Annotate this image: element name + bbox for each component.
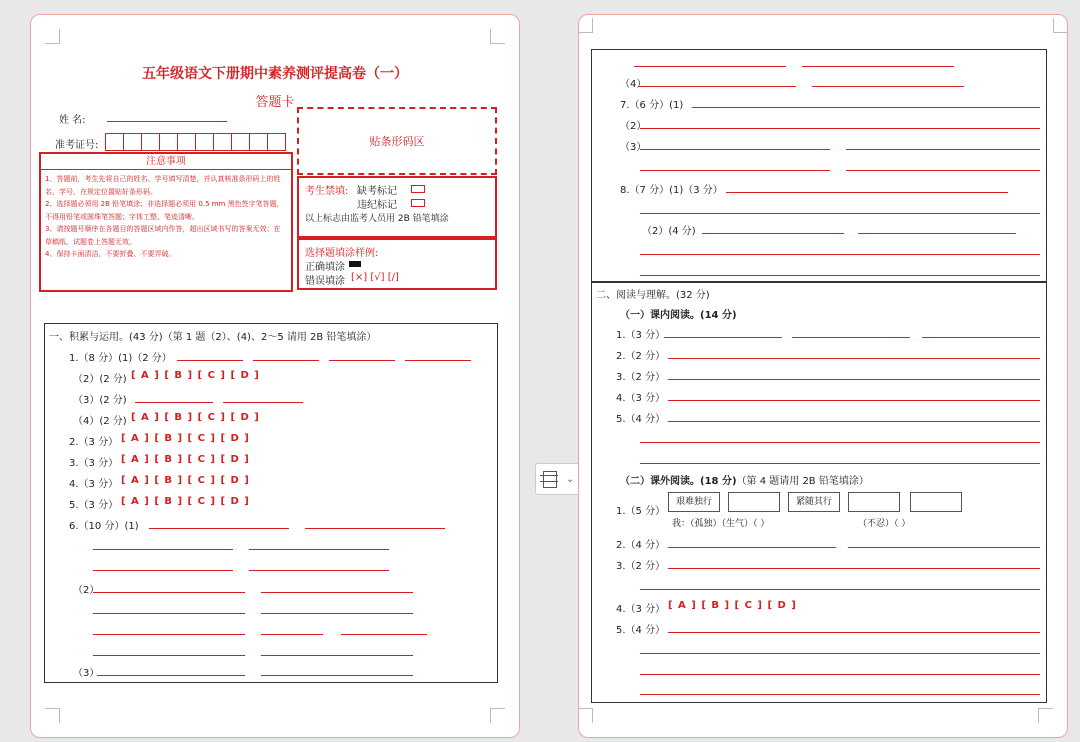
answer-line[interactable] xyxy=(664,337,782,338)
answer-line[interactable] xyxy=(261,613,413,614)
answer-line[interactable] xyxy=(726,192,1008,193)
answer-line[interactable] xyxy=(93,613,245,614)
violation-label: 违纪标记 xyxy=(357,200,397,211)
answer-line[interactable] xyxy=(692,107,1040,108)
note-item: 4、保持卡面清洁，不要折叠、不要弄破。 xyxy=(45,250,176,258)
q7-label: 7.（6 分）(1) xyxy=(620,100,684,111)
q6-label: 6.（10 分）(1) xyxy=(69,521,139,532)
answer-line[interactable] xyxy=(640,254,1040,255)
answer-line[interactable] xyxy=(329,360,395,361)
answer-line[interactable] xyxy=(135,402,213,403)
q8-2-label: （2）(4 分) xyxy=(642,226,696,237)
crop-mark xyxy=(1053,18,1068,33)
sample-title: 选择题填涂样例: xyxy=(305,248,379,259)
sheet-subtitle: 答题卡 xyxy=(255,95,295,110)
answer-line[interactable] xyxy=(640,149,830,150)
forbidden-label: 考生禁填: xyxy=(305,186,349,197)
q1-4-options[interactable]: [ A ] [ B ] [ C ] [ D ] xyxy=(131,412,260,423)
answer-line[interactable] xyxy=(305,528,445,529)
answer-line[interactable] xyxy=(668,547,836,548)
notes-list xyxy=(41,170,291,264)
q7-3-label: （3） xyxy=(620,142,647,153)
answer-line[interactable] xyxy=(93,655,245,656)
q1-4-label: （4）(2 分) xyxy=(73,416,127,427)
answer-line[interactable] xyxy=(640,170,830,171)
section1-box xyxy=(44,323,498,683)
sheet-title: 五年级语文下册期中素养测评提高卷（一） xyxy=(142,66,408,82)
q5-label: 5.（3 分） xyxy=(69,500,119,511)
answer-line[interactable] xyxy=(253,360,319,361)
o1-line-2: （不忍）（ ） xyxy=(858,519,911,529)
absent-label: 缺考标记 xyxy=(357,186,397,197)
r3-label: 3.（2 分） xyxy=(616,372,666,383)
answer-line[interactable] xyxy=(261,675,413,676)
answer-sheet-page-1 xyxy=(30,14,520,738)
r4-label: 4.（3 分） xyxy=(616,393,666,404)
sample-correct: 正确填涂 xyxy=(305,262,345,273)
answer-line[interactable] xyxy=(634,66,786,67)
o1-label: 1.（5 分） xyxy=(616,506,666,517)
answer-line[interactable] xyxy=(249,549,389,550)
o3-label: 3.（2 分） xyxy=(616,561,666,572)
answer-line[interactable] xyxy=(97,675,245,676)
answer-line[interactable] xyxy=(640,442,1040,443)
filled-mark xyxy=(349,261,361,267)
inner-reading-title: （一）课内阅读。(14 分) xyxy=(620,310,737,321)
r5-label: 5.（4 分） xyxy=(616,414,666,425)
note-item: 3、请按题号顺序在各题目的答题区域内作答，超出区域书写的答案无效；在草稿纸、试题卷上答题无效。 xyxy=(45,225,281,246)
absent-mark-box[interactable] xyxy=(411,185,425,193)
violation-mark-box[interactable] xyxy=(411,199,425,207)
crop-mark xyxy=(45,29,60,44)
q1-1-label: 1.（8 分）(1)（2 分） xyxy=(69,353,172,364)
answer-line[interactable] xyxy=(922,337,1040,338)
q1-3-label: （3）(2 分) xyxy=(73,395,127,406)
page-layout-icon[interactable] xyxy=(540,469,560,489)
o1-input-1[interactable] xyxy=(728,492,780,512)
sample-wrong: 错误填涂 xyxy=(305,276,345,287)
q3-options[interactable]: [ A ] [ B ] [ C ] [ D ] xyxy=(121,454,250,465)
answer-line[interactable] xyxy=(640,275,1040,276)
q3-label: 3.（3 分） xyxy=(69,458,119,469)
q4-cont-label: （4） xyxy=(620,79,647,90)
q5-options[interactable]: [ A ] [ B ] [ C ] [ D ] xyxy=(121,496,250,507)
id-label: 准考证号: xyxy=(55,140,99,151)
r1-label: 1.（3 分） xyxy=(616,330,666,341)
q2-options[interactable]: [ A ] [ B ] [ C ] [ D ] xyxy=(121,433,250,444)
answer-line[interactable] xyxy=(249,570,389,571)
answer-line[interactable] xyxy=(640,463,1040,464)
answer-line[interactable] xyxy=(261,655,413,656)
answer-line[interactable] xyxy=(640,694,1040,695)
id-boxes[interactable] xyxy=(105,133,286,151)
answer-line[interactable] xyxy=(223,402,303,403)
section1-title: 一、积累与运用。(43 分)（第 1 题（2）、(4)、2～5 请用 2B 铅笔填涂） xyxy=(49,332,377,343)
barcode-label: 贴条形码区 xyxy=(369,135,425,148)
answer-line[interactable] xyxy=(802,66,954,67)
answer-line[interactable] xyxy=(149,528,289,529)
answer-line[interactable] xyxy=(858,233,1016,234)
crop-mark xyxy=(45,708,60,723)
outer-reading-title xyxy=(620,472,869,487)
answer-line[interactable] xyxy=(702,233,844,234)
answer-sheet-page-2 xyxy=(578,14,1068,738)
o1-box-1-text: 艰难独行 xyxy=(675,497,712,507)
barcode-area xyxy=(297,107,497,175)
q8-label: 8.（7 分）(1)（3 分） xyxy=(620,185,723,196)
section2-box xyxy=(591,281,1047,703)
answer-line[interactable] xyxy=(668,421,1040,422)
outer-reading-note: （第 4 题请用 2B 铅笔填涂） xyxy=(736,476,869,487)
answer-line[interactable] xyxy=(261,592,413,593)
outer-reading-heading: （二）课外阅读。(18 分) xyxy=(620,476,737,487)
answer-line[interactable] xyxy=(846,149,1040,150)
answer-line[interactable] xyxy=(93,570,233,571)
answer-line[interactable] xyxy=(640,589,1040,590)
o1-box-2-text: 紧随其行 xyxy=(795,497,832,507)
q2-label: 2.（3 分） xyxy=(69,437,119,448)
answer-line[interactable] xyxy=(640,213,1040,214)
answer-line[interactable] xyxy=(668,400,1040,401)
crop-mark xyxy=(490,708,505,723)
crop-mark xyxy=(1038,708,1053,723)
crop-mark xyxy=(578,18,593,33)
answer-line[interactable] xyxy=(792,337,910,338)
answer-line[interactable] xyxy=(848,547,1040,548)
q4-label: 4.（3 分） xyxy=(69,479,119,490)
forbidden-note: 以上标志由监考人员用 2B 铅笔填涂 xyxy=(305,214,449,224)
q7-2-label: （2） xyxy=(620,121,647,132)
crop-mark xyxy=(578,708,593,723)
answer-line[interactable] xyxy=(812,86,964,87)
answer-line[interactable] xyxy=(668,632,1040,633)
notes-box xyxy=(39,152,293,292)
q1-2-options[interactable]: [ A ] [ B ] [ C ] [ D ] xyxy=(131,370,260,381)
answer-line[interactable] xyxy=(640,674,1040,675)
r2-label: 2.（2 分） xyxy=(616,351,666,362)
crop-mark xyxy=(490,29,505,44)
wrong-marks: [×] [√] [/] xyxy=(351,272,399,283)
answer-line[interactable] xyxy=(93,592,245,593)
name-label: 姓 名: xyxy=(59,115,86,126)
answer-line[interactable] xyxy=(341,634,427,635)
o1-input-2[interactable] xyxy=(848,492,900,512)
o5-label: 5.（4 分） xyxy=(616,625,666,636)
answer-line[interactable] xyxy=(668,379,1040,380)
q6-2-label: （2） xyxy=(73,585,100,596)
q4-options[interactable]: [ A ] [ B ] [ C ] [ D ] xyxy=(121,475,250,486)
section1-continued-box xyxy=(591,49,1047,283)
answer-line[interactable] xyxy=(640,653,1040,654)
q1-2-label: （2）(2 分) xyxy=(73,374,127,385)
answer-line[interactable] xyxy=(668,568,1040,569)
name-field[interactable] xyxy=(107,121,227,122)
sample-box xyxy=(297,238,497,290)
o4-label: 4.（3 分） xyxy=(616,604,666,615)
answer-line[interactable] xyxy=(93,634,245,635)
forbidden-box xyxy=(297,176,497,238)
o2-label: 2.（4 分） xyxy=(616,540,666,551)
o1-box-1 xyxy=(668,492,720,512)
note-item: 2、选择题必须用 2B 铅笔填涂；非选择题必须用 0.5 mm 黑色签字笔答题，不得用铅笔或圆珠笔答题；字体工整、笔迹清晰。 xyxy=(45,200,284,221)
answer-line[interactable] xyxy=(846,170,1040,171)
answer-line[interactable] xyxy=(668,358,1040,359)
answer-line[interactable] xyxy=(261,634,323,635)
answer-line[interactable] xyxy=(405,360,471,361)
section2-title: 二、阅读与理解。(32 分) xyxy=(596,290,710,301)
q6-3-label: （3） xyxy=(73,668,100,679)
notes-title: 注意事项 xyxy=(41,154,291,170)
answer-line[interactable] xyxy=(640,128,1040,129)
o1-line: 我：（孤独）（生气）（ ） xyxy=(672,519,770,529)
o4-options[interactable]: [ A ] [ B ] [ C ] [ D ] xyxy=(668,600,797,611)
chevron-down-icon[interactable]: ⌄ xyxy=(566,473,575,485)
answer-line[interactable] xyxy=(638,86,796,87)
answer-line[interactable] xyxy=(177,360,243,361)
o1-box-2 xyxy=(788,492,840,512)
o1-input-3[interactable] xyxy=(910,492,962,512)
answer-line[interactable] xyxy=(93,549,233,550)
note-item: 1、答题前，考生先将自己的姓名、学号填写清楚，并认真核准条形码上的姓名、学号，在规定位置贴好条形码。 xyxy=(45,175,281,196)
